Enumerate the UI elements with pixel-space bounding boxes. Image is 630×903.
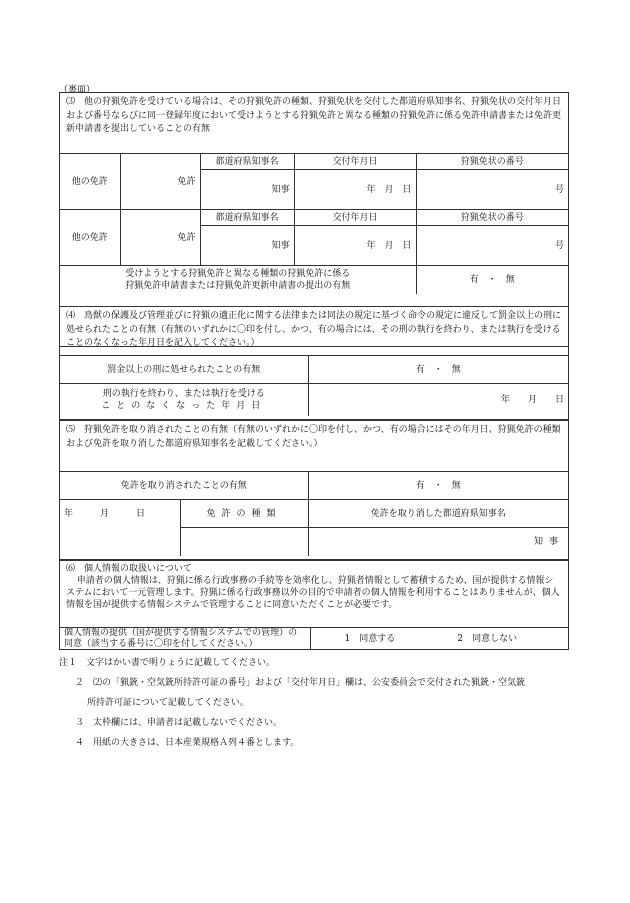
end-date-label-line2: ことのなくなった年月日 — [101, 400, 267, 411]
side-label: （裏面） — [59, 85, 96, 95]
submission-label-line1: 受けようとする狩猟免許と異なる種類の狩猟免許に係る — [125, 268, 351, 279]
fine-table — [60, 355, 568, 416]
revoker-label: 免許を取り消した都道府県知事名 — [308, 500, 568, 528]
consent-agree[interactable]: 1 同意する — [344, 634, 396, 644]
end-date-label — [60, 384, 308, 416]
header-date: 交付年月日 — [294, 154, 416, 170]
header-prefecture: 都道府県知事名 — [200, 154, 294, 170]
submission-label — [60, 266, 416, 294]
note-2-cont: 所持許可証について記載してください。 — [87, 698, 249, 708]
date-cell: 年 月 日 — [294, 226, 416, 266]
number-cell: 号 — [416, 170, 568, 210]
consent-table — [60, 627, 568, 650]
section-4-text: ⑷ 鳥獣の保護及び管理並びに狩猟の適正化に関する法律または同法の規定に基づく命令の規定に違反して罰金以上の刑に処せられたことの有無（有無のいずれかに〇印を付し、かつ、有の場合には、その刑の執行を終わり、または執行を受けることのなくなった年月日を記入してください。） — [60, 306, 568, 355]
table-row — [60, 384, 568, 416]
end-date-label-line1: 刑の執行を終わり、または執行を受ける — [102, 388, 265, 399]
revoked-license-type-value — [180, 528, 308, 556]
revoker-governor: 知事 — [308, 528, 568, 556]
table-row — [60, 356, 568, 384]
table-row — [60, 472, 568, 500]
notes — [59, 657, 579, 757]
revoked-label: 免許を取り消されたことの有無 — [60, 472, 308, 500]
section-3-text: ⑶ 他の狩猟免許を受けている場合は、その狩猟免許の種類、狩猟免状を交付した都道府県知事名、狩猟免状の交付年月日および番号ならびに同一登録年度において受けようとする狩猟免許と異なる種類の狩猟免許に係る免許申請書または免許更新申請書を提出していることの有無 — [66, 97, 562, 134]
header-date: 交付年月日 — [294, 210, 416, 226]
section-4 — [59, 306, 569, 420]
table-row — [60, 500, 568, 528]
section-6-text: 申請者の個人情報は、狩猟に係る行政事務の手続等を効率化し、狩猟者情報として蓄積するため、国が提供する情報システムにおいて一元管理します。狩猟に係る行政事務以外の目的で申請者の個人情報を利用することはありませんが、個人情報を国が提供する情報システムで管理することに同意いただくことが必要です。 — [66, 576, 560, 610]
header-number: 狩猟免状の番号 — [416, 154, 568, 170]
note-4: ４ 用紙の大きさは、日本産業規格Ａ列４番とします。 — [75, 738, 300, 748]
table-row — [60, 210, 568, 226]
header-prefecture: 都道府県知事名 — [200, 210, 294, 226]
table-row — [60, 628, 568, 651]
header-number: 狩猟免状の番号 — [416, 210, 568, 226]
consent-options — [310, 628, 568, 651]
note-3: ３ 太枠欄には、申請者は記載しないでください。 — [75, 718, 283, 728]
revoked-date: 年 月 日 — [60, 500, 180, 556]
governor-cell: 知事 — [200, 226, 294, 266]
section-6-title: ⑹ 個人情報の取扱いについて — [60, 560, 568, 575]
license-type-cell: 免許 — [120, 210, 200, 266]
submission-label-line2: 狩猟免許申請書または狩猟免許更新申請書の提出の有無 — [125, 280, 351, 291]
number-cell: 号 — [416, 226, 568, 266]
fine-yes-no: 有 ・ 無 — [308, 356, 568, 384]
fine-label: 罰金以上の刑に処せられたことの有無 — [60, 356, 308, 384]
revoked-yes-no: 有 ・ 無 — [308, 472, 568, 500]
consent-disagree[interactable]: 2 同意しない — [457, 634, 518, 644]
table-row — [60, 266, 568, 294]
note-1: 注１ 文字はかい書で明りょうに記載してください。 — [59, 658, 276, 668]
date-cell: 年 月 日 — [294, 170, 416, 210]
other-license-label: 他の免許 — [60, 210, 120, 266]
end-date-value: 年 月 日 — [308, 384, 568, 416]
other-license-table — [60, 153, 568, 294]
note-2: ２ ⑵の「猟銃・空気銃所持許可証の番号」および「交付年月日」欄は、公安委員会で交付された猟銃・空気銃 — [75, 678, 526, 688]
submission-yes-no: 有 ・ 無 — [416, 266, 568, 294]
section-5-text: ⑸ 狩猟免許を取り消されたことの有無（有無のいずれかに〇印を付し、かつ、有の場合にはその年月日、狩猟免許の種類および免許を取り消した都道府県知事名を記載してください。） — [60, 420, 568, 471]
consent-label: 個人情報の提供（国が提供する情報システムでの管理）の同意（該当する番号に〇印を付してください。） — [60, 628, 310, 651]
table-row — [60, 154, 568, 170]
section-5 — [59, 420, 569, 560]
revoked-license-type-label: 免許の種類 — [180, 500, 308, 528]
other-license-label: 他の免許 — [60, 154, 120, 210]
governor-cell: 知事 — [200, 170, 294, 210]
section-6 — [59, 560, 569, 650]
revocation-table — [60, 471, 568, 556]
license-type-cell: 免許 — [120, 154, 200, 210]
